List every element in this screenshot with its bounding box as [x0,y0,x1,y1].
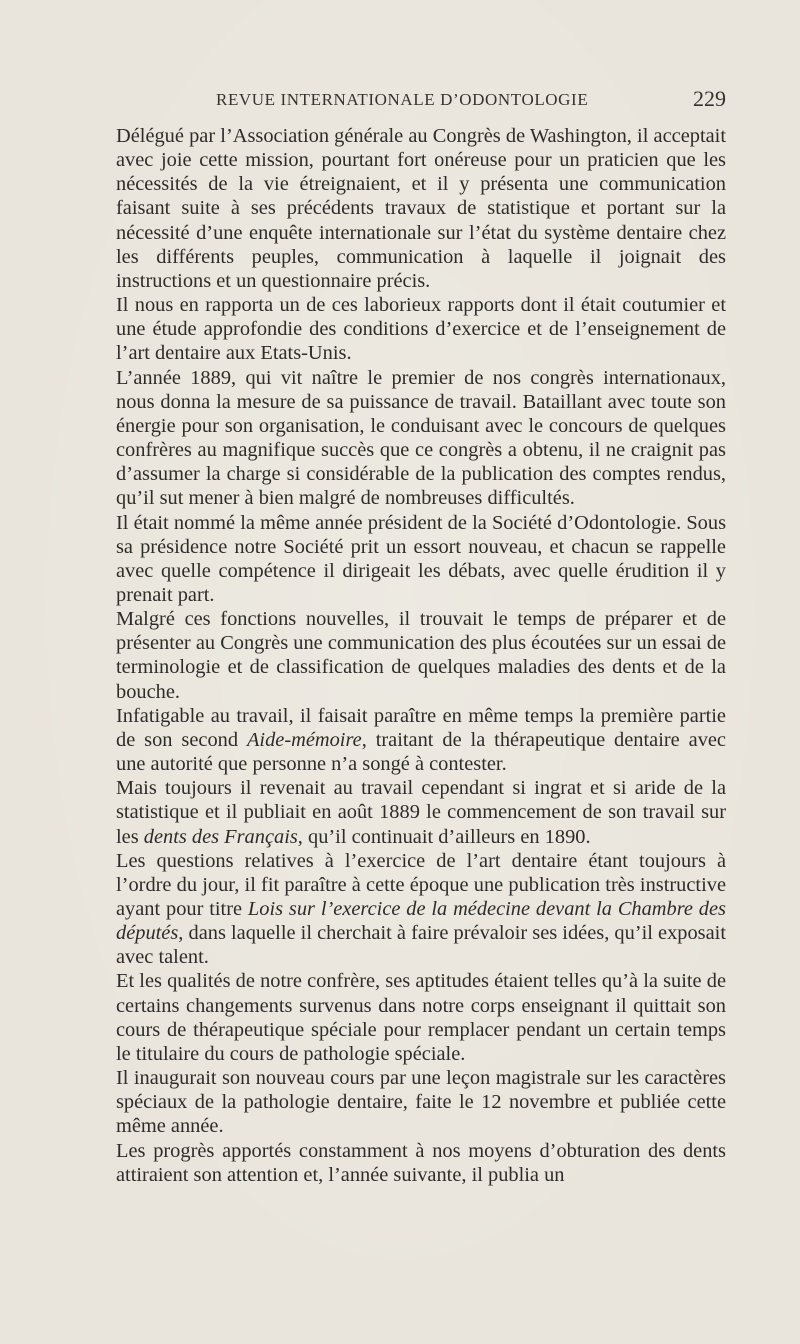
text-run: Malgré ces fonctions nouvelles, il trouvait le temps de préparer et de présenter au Congrès une communication des plus écoutées sur un essai de terminologie et de classification de quelques maladies des dents et de la bouche. [116,608,726,703]
text-run: Il était nommé la même année président de la Société d’Odontologie. Sous sa présidence notre Société prit un essort nouveau, et chacun se rappelle avec quelle compétence il dirigeait les débats, avec quelle érudition il y prenait part. [116,511,726,606]
paragraph [116,849,726,970]
italic-text: dents des Français [143,825,298,848]
paragraph [116,366,726,511]
text-run: , dans laquelle il cherchait à faire prévaloir ses idées, qu’il exposait avec talent. [116,922,726,969]
text-run: Les questions relatives à l’exercice de l’art dentaire étant toujours à l’ordre du jour, il fit paraître à cette époque une publication très instructive ayant pour titre [116,849,726,920]
paragraph [116,1139,726,1187]
page-number: 229 [693,86,726,111]
text-run: Infatigable au travail, il faisait paraître en même temps la première partie de son second [116,704,726,751]
text-run: Les progrès apportés constamment à nos moyens d’obturation des dents attiraient son attention et, l’année suivante, il publia un [116,1139,726,1186]
paragraph [116,124,726,293]
text-run: , traitant de la thérapeutique dentaire avec une autorité que personne n’a songé à contester. [116,728,726,776]
paragraph [116,293,726,365]
page-header [116,86,726,120]
paragraph [116,511,726,608]
italic-text: Lois sur l’exercice de la médecine devant la Chambre des députés [116,898,726,945]
paragraph [116,1066,726,1138]
text-run: Délégué par l’Association générale au Congrès de Washington, il acceptait avec joie cette mission, pourtant fort onéreuse pour un praticien que les nécessités de la vie étreignaient, et il y présenta une communication faisant suite à ses précédents travaux de statistique et portant sur la nécessité d’une enquête internationale sur l’état du système dentaire chez les différents peuples, communication à laquelle il joignait des instructions et un questionnaire précis. [116,125,726,292]
text-run: L’année 1889, qui vit naître le premier de nos congrès internationaux, nous donna la mesure de sa puissance de travail. Bataillant avec toute son énergie pour son organisation, le conduisant avec le concours de quelques confrères au magnifique succès que ce congrès a obtenu, il ne craignit pas d’assumer la charge si considérable de la publication des comptes rendus, qu’il sut mener à bien malgré de nombreuses difficultés. [116,366,726,510]
italic-text: Aide-mémoire [246,728,362,751]
paragraph [116,969,726,1066]
paragraph [116,776,726,848]
text-run: Mais toujours il revenait au travail cependant si ingrat et si aride de la statistique et il publiait en août 1889 le commencement de son travail sur les [116,777,726,848]
paragraph [116,607,726,704]
body-text [116,124,726,1187]
text-run: Il nous en rapporta un de ces laborieux rapports dont il était coutumier et une étude approfondie des conditions d’exercice et de l’enseignement de l’art dentaire aux Etats-Unis. [116,294,726,365]
text-run: Il inaugurait son nouveau cours par une leçon magistrale sur les caractères spéciaux de la pathologie dentaire, faite le 12 novembre et publiée cette même année. [116,1067,726,1138]
text-run: , qu’il continuait d’ailleurs en 1890. [297,825,591,848]
paragraph [116,704,726,776]
text-run: Et les qualités de notre confrère, ses aptitudes étaient telles qu’à la suite de certains changements survenus dans notre corps enseignant il quittait son cours de thérapeutique spéciale pour remplacer pendant un certain temps le titulaire du cours de pathologie spéciale. [116,970,726,1065]
running-title: REVUE INTERNATIONALE D’ODONTOLOGIE [216,90,589,109]
